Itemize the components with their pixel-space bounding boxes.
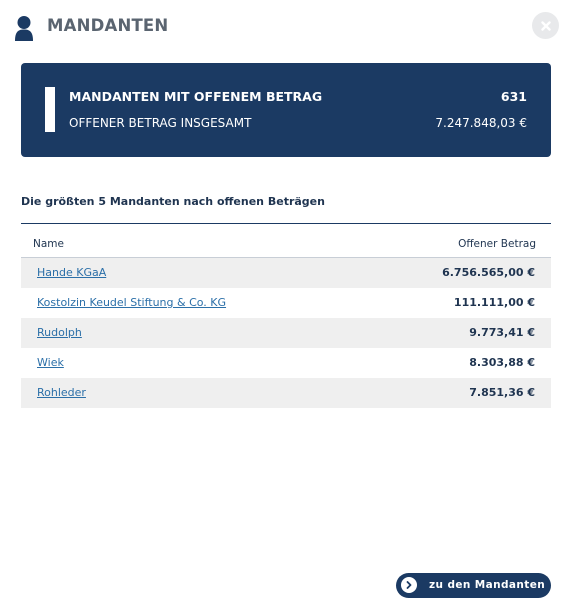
- to-clients-button-label: zu den Mandanten: [429, 579, 546, 591]
- client-link[interactable]: Wiek: [37, 356, 64, 369]
- column-header-amount: Offener Betrag: [458, 238, 536, 250]
- close-icon: [541, 21, 551, 31]
- person-icon: [14, 15, 34, 41]
- client-amount: 7.851,36 €: [469, 386, 535, 399]
- table-row: [21, 318, 551, 348]
- client-link[interactable]: Kostolzin Keudel Stiftung & Co. KG: [37, 296, 227, 309]
- total-label: OFFENER BETRAG INSGESAMT: [69, 116, 252, 130]
- client-link[interactable]: Rudolph: [37, 326, 82, 339]
- table-row: [21, 288, 551, 318]
- client-amount: 6.756.565,00 €: [442, 266, 535, 279]
- count-label: MANDANTEN MIT OFFENEM BETRAG: [69, 89, 323, 104]
- top-clients-table: [21, 223, 551, 408]
- chevron-right-icon: [401, 577, 417, 593]
- client-amount: 111.111,00 €: [453, 296, 535, 309]
- client-amount: 9.773,41 €: [469, 326, 535, 339]
- table-row: [21, 348, 551, 378]
- accent-bar: [45, 87, 55, 132]
- summary-panel: [21, 63, 551, 157]
- modal-header: [0, 0, 573, 52]
- client-amount: 8.303,88 €: [469, 356, 535, 369]
- table-header: [21, 224, 551, 258]
- table-row: [21, 378, 551, 408]
- column-header-name: Name: [33, 238, 64, 250]
- client-link[interactable]: Rohleder: [37, 386, 86, 399]
- client-link[interactable]: Hande KGaA: [37, 266, 107, 279]
- total-value: 7.247.848,03 €: [435, 116, 527, 130]
- close-button[interactable]: [532, 12, 559, 39]
- count-value: 631: [500, 89, 527, 104]
- to-clients-button[interactable]: [396, 573, 551, 598]
- table-row: [21, 258, 551, 288]
- modal-title: MANDANTEN: [47, 16, 169, 35]
- section-title: Die größten 5 Mandanten nach offenen Beträgen: [21, 195, 325, 208]
